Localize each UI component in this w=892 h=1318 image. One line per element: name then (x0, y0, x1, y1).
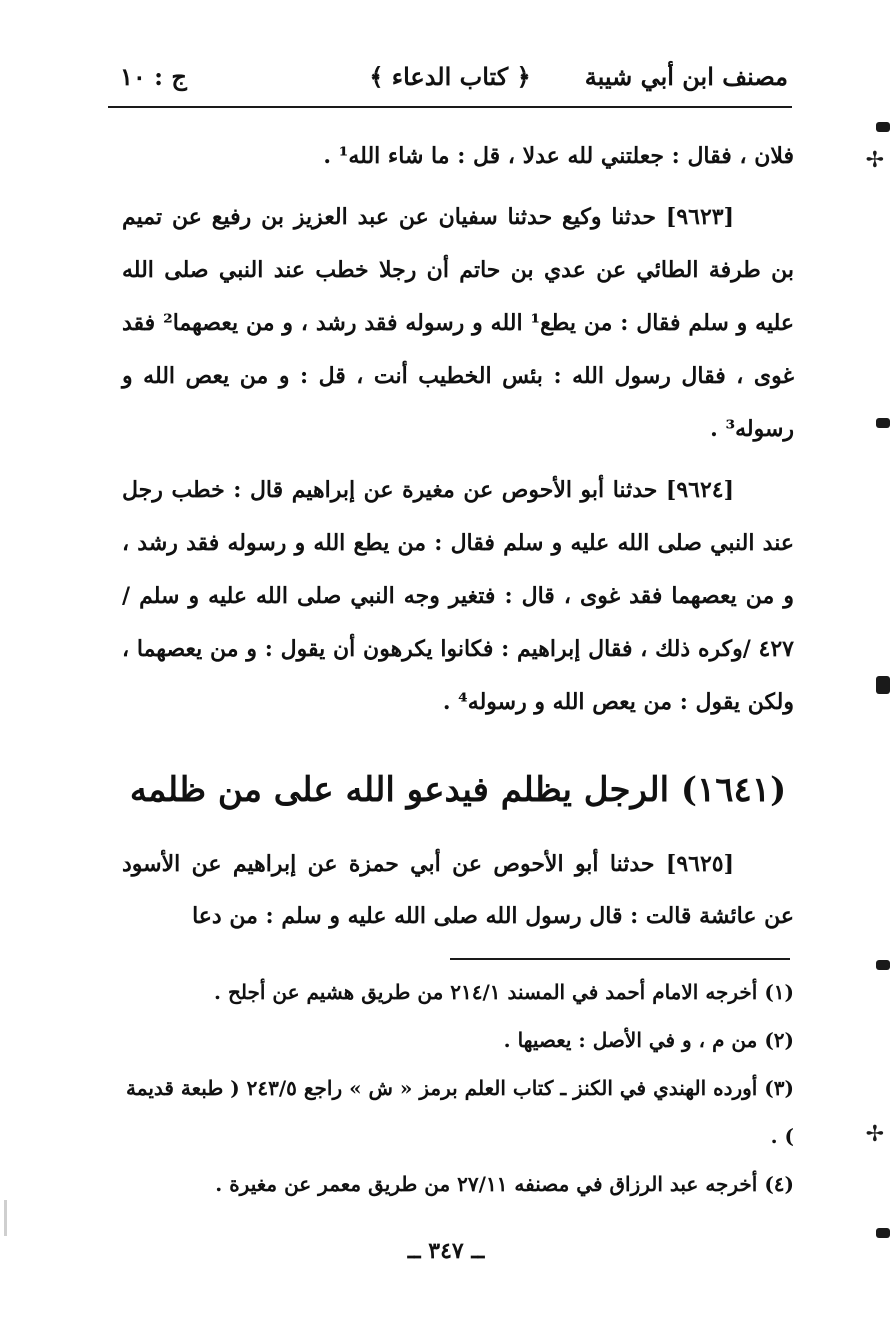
section-text (122, 838, 794, 942)
margin-mark (876, 122, 890, 132)
hadith-9625: [٩٦٢٥] حدثنا أبو الأحوص عن أبي حمزة عن إبراهيم عن الأسود عن عائشة قالت : قال رسول الله صلى الله عليه و سلم : من دعا (122, 851, 794, 929)
book-title: مصنف ابن أبي شيبة (584, 62, 788, 91)
footnote-2: (٢) من م ، و في الأصل : يعصيها . (503, 1028, 794, 1052)
page-number: ــ ٣٤٧ ــ (407, 1238, 485, 1264)
section-heading: (١٦٤١) الرجل يظلم فيدعو الله على من ظلمه (129, 770, 787, 810)
header-rule (108, 106, 792, 108)
volume-number: ج : ١٠ (120, 62, 187, 91)
margin-cross: ✢ (865, 148, 884, 173)
margin-mark (4, 1200, 7, 1236)
margin-mark (876, 1228, 890, 1238)
hadith-9623: [٩٦٢٣] حدثنا وكيع حدثنا سفيان عن عبد العزيز بن رفيع عن تميم بن طرفة الطائي عن عدي بن حاتم أن رجلا خطب عند النبي صلى الله عليه و سلم فقال : من يطع¹ الله و رسوله فقد رشد ، و من يعصهما² فقد غوى ، فقال رسول الله : بئس الخطيب أنت ، قل : و من يعص الله و رسوله³ . (122, 204, 794, 442)
footnotes (122, 968, 794, 1208)
footnote-rule (450, 958, 790, 960)
footnote-3: (٣) أورده الهندي في الكنز ـ كتاب العلم برمز « ش » راجع ٢٤٣/٥ ( طبعة قديمة ) . (126, 1076, 794, 1148)
chapter-title: ﴿ كتاب الدعاء ﴾ (369, 62, 531, 91)
margin-mark (876, 676, 890, 694)
paragraph-continuation: فلان ، فقال : جعلتني لله عدلا ، قل : ما شاء الله¹ . (323, 143, 794, 169)
hadith-9624: [٩٦٢٤] حدثنا أبو الأحوص عن مغيرة عن إبراهيم قال : خطب رجل عند النبي صلى الله عليه و سلم فقال : من يطع الله و رسوله فقد رشد ، و من يعصهما فقد غوى ، قال : فتغير وجه النبي صلى الله عليه و سلم /٤٢٧ /وكره ذلك ، فقال إبراهيم : فكانوا يكرهون أن يقول : و من يعصهما ، ولكن يقول : من يعص الله و رسوله⁴ . (122, 477, 794, 715)
margin-cross: ✢ (865, 1122, 884, 1147)
footnote-4: (٤) أخرجه عبد الرزاق في مصنفه ٢٧/١١ من طريق معمر عن مغيرة . (215, 1172, 794, 1196)
footnote-1: (١) أخرجه الامام أحمد في المسند ٢١٤/١ من طريق هشيم عن أجلح . (214, 980, 794, 1004)
main-text (122, 130, 794, 729)
margin-mark (876, 960, 890, 970)
margin-mark (876, 418, 890, 428)
running-header (112, 58, 788, 102)
